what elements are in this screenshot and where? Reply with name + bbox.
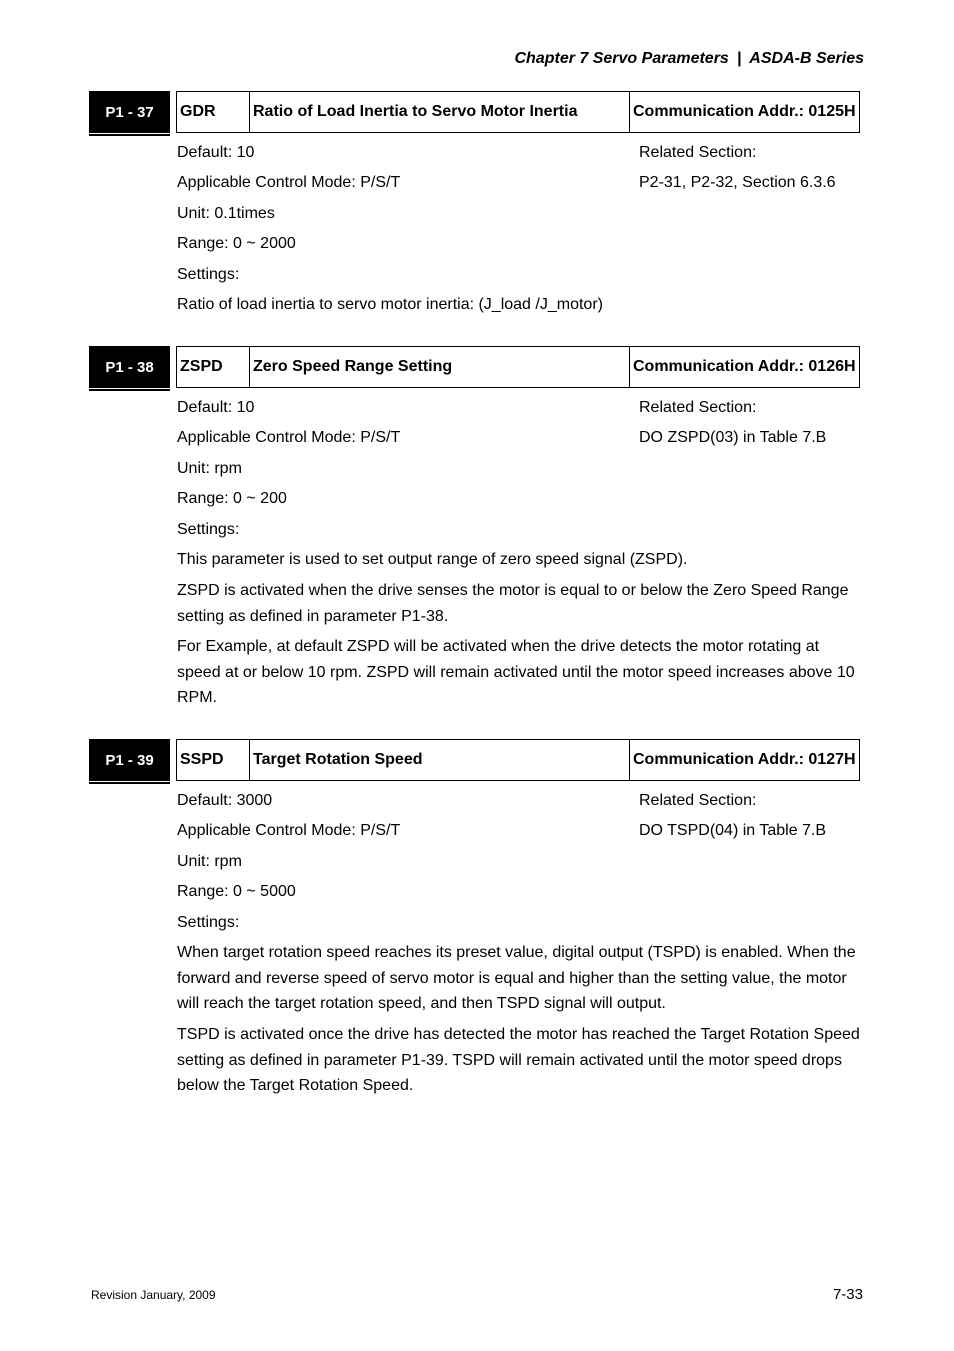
related-section-value: DO ZSPD(03) in Table 7.B — [639, 429, 827, 446]
page-header: Chapter 7 Servo Parameters | ASDA-B Series — [514, 50, 864, 67]
param-control-mode: Applicable Control Mode: P/S/T — [177, 429, 401, 446]
param-description: When target rotation speed reaches its preset value, digital output (TSPD) is enabled. When the forward and reverse speed of servo motor is equal and higher than the setting value, the motor will reach the target rotation speed, and then TSPD signal will output. — [177, 944, 856, 1012]
param-header-table — [176, 346, 860, 388]
param-default: Default: 3000 — [177, 792, 273, 809]
param-comm-addr: Communication Addr.: 0125H — [633, 103, 856, 120]
footer-revision: Revision January, 2009 — [91, 1288, 216, 1302]
related-section-label: Related Section: — [639, 399, 757, 416]
param-id-tag: P1 - 37 — [89, 91, 170, 133]
param-control-mode: Applicable Control Mode: P/S/T — [177, 822, 401, 839]
param-unit: Unit: 0.1times — [177, 205, 275, 222]
param-default: Default: 10 — [177, 399, 255, 416]
param-unit: Unit: rpm — [177, 460, 242, 477]
param-abbr: GDR — [177, 92, 250, 132]
param-range: Range: 0 ~ 200 — [177, 490, 287, 507]
param-range: Range: 0 ~ 5000 — [177, 883, 296, 900]
related-section-label: Related Section: — [639, 144, 757, 161]
param-id-tag: P1 - 39 — [89, 739, 170, 781]
param-settings-label: Settings: — [177, 914, 240, 931]
param-id-tag: P1 - 38 — [89, 346, 170, 388]
param-abbr: ZSPD — [177, 347, 250, 387]
related-section-label: Related Section: — [639, 792, 757, 809]
related-section-value: P2-31, P2-32, Section 6.3.6 — [639, 174, 836, 191]
param-description: This parameter is used to set output range of zero speed signal (ZSPD). — [177, 551, 688, 568]
param-comm-addr: Communication Addr.: 0126H — [633, 358, 856, 375]
param-header-table — [176, 91, 860, 133]
param-title: Target Rotation Speed — [250, 740, 630, 780]
param-description: For Example, at default ZSPD will be activated when the drive detects the motor rotating at speed at or below 10 rpm. ZSPD will remain activated until the motor speed increases above 10 RPM. — [177, 638, 855, 706]
param-default: Default: 10 — [177, 144, 255, 161]
param-title: Zero Speed Range Setting — [250, 347, 630, 387]
param-abbr: SSPD — [177, 740, 250, 780]
related-section-value: DO TSPD(04) in Table 7.B — [639, 822, 827, 839]
param-description: Ratio of load inertia to servo motor inertia: (J_load /J_motor) — [177, 296, 603, 313]
param-title: Ratio of Load Inertia to Servo Motor Inertia — [250, 92, 630, 132]
param-unit: Unit: rpm — [177, 853, 242, 870]
param-settings-label: Settings: — [177, 266, 240, 283]
param-range: Range: 0 ~ 2000 — [177, 235, 296, 252]
page-number: 7-33 — [832, 1286, 863, 1303]
param-header-table — [176, 739, 860, 781]
param-comm-addr: Communication Addr.: 0127H — [633, 751, 856, 768]
param-description: ZSPD is activated when the drive senses the motor is equal to or below the Zero Speed Range setting as defined in parameter P1-38. — [177, 582, 849, 625]
param-description: TSPD is activated once the drive has detected the motor has reached the Target Rotation Speed setting as defined in parameter P1-39. TSPD will remain activated until the motor speed drops below the Target Rotation Speed. — [177, 1026, 860, 1094]
param-settings-label: Settings: — [177, 521, 240, 538]
param-control-mode: Applicable Control Mode: P/S/T — [177, 174, 401, 191]
